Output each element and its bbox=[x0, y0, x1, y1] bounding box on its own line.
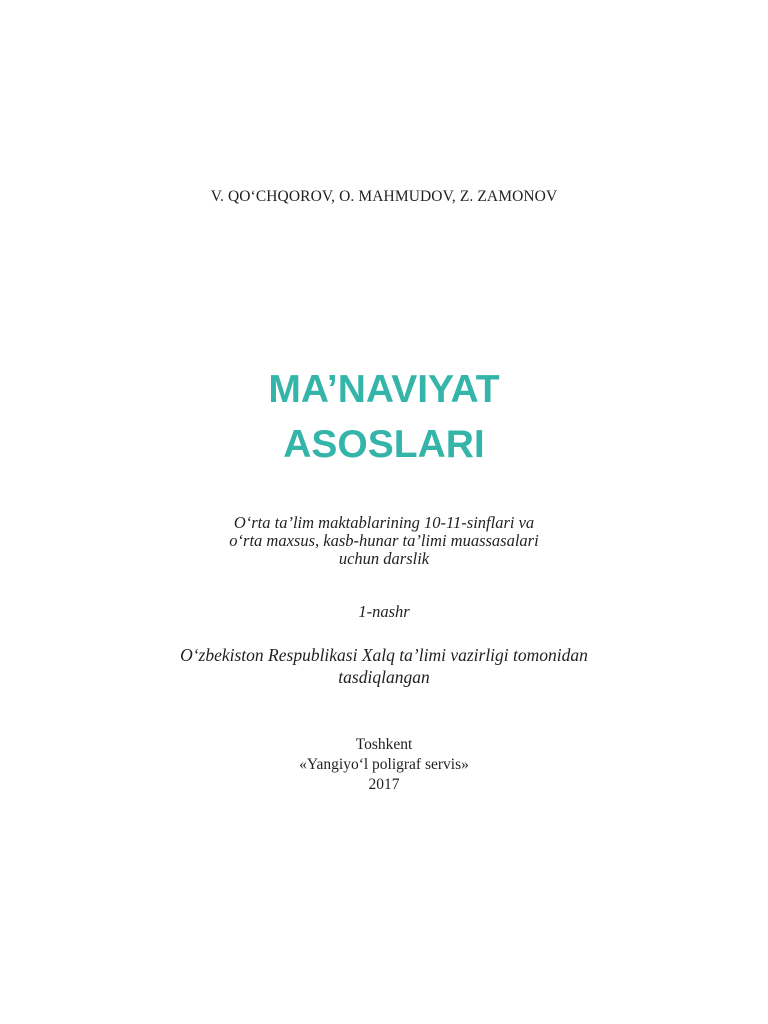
book-title-line-1: MA’NAVIYAT bbox=[268, 368, 500, 411]
subtitle-line-1: O‘rta ta’lim maktablarining 10-11-sinflari va bbox=[233, 513, 535, 532]
book-title bbox=[0, 362, 768, 472]
imprint-city: Toshkent bbox=[355, 736, 413, 753]
subtitle-line-2: o‘rta maxsus, kasb-hunar ta’limi muassasalari bbox=[229, 531, 539, 550]
imprint-year: 2017 bbox=[368, 776, 400, 793]
edition-label: 1-nashr bbox=[358, 602, 410, 621]
authors-line: V. QO‘CHQOROV, O. MAHMUDOV, Z. ZAMONOV bbox=[210, 188, 558, 205]
subtitle-line-3: uchun darslik bbox=[338, 549, 430, 568]
approval-line-1: O‘zbekiston Respublikasi Xalq ta’limi vazirligi tomonidan bbox=[180, 645, 588, 665]
book-subtitle bbox=[0, 514, 768, 568]
approval-line-2: tasdiqlangan bbox=[338, 667, 430, 687]
approval-statement bbox=[0, 644, 768, 688]
imprint bbox=[0, 735, 768, 795]
book-title-line-2: ASOSLARI bbox=[283, 423, 485, 466]
imprint-publisher: «Yangiyo‘l poligraf servis» bbox=[299, 756, 469, 773]
